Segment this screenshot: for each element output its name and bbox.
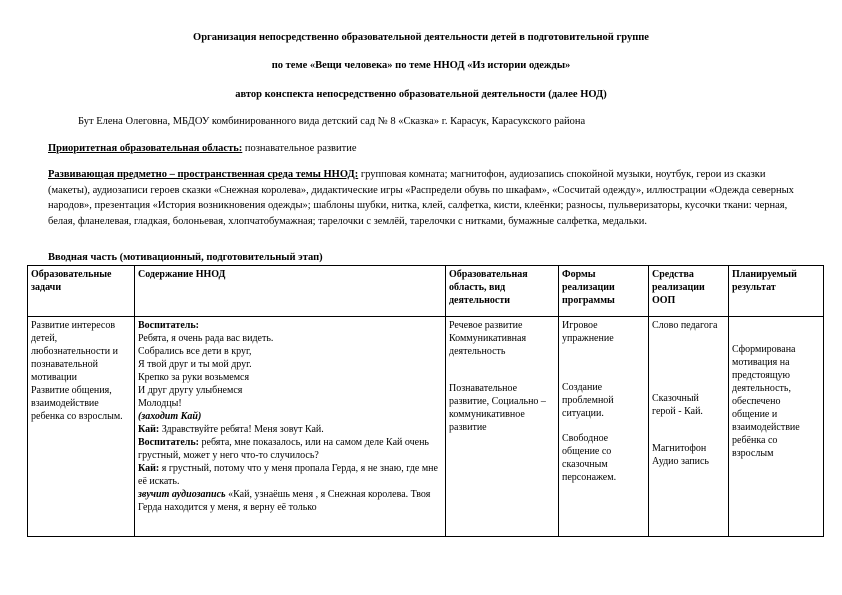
spacer bbox=[652, 430, 725, 442]
area-text: Речевое развитие Коммуникативная деятельность bbox=[449, 320, 527, 357]
dialogue-line bbox=[138, 462, 442, 488]
cell-means bbox=[649, 317, 729, 537]
content-line: Ребята, я очень рада вас видеть. bbox=[138, 333, 274, 344]
header-tasks: Образовательные задачи bbox=[28, 266, 135, 317]
dialogue-text: я грустный, потому что у меня пропала Герда, я не знаю, где мне её искать. bbox=[138, 463, 438, 487]
task-text: Развитие общения, взаимодействие ребенка со взрослым. bbox=[31, 385, 123, 422]
area-text: Познавательное развитие, Социально – коммуникативное развитие bbox=[449, 383, 546, 433]
spacer bbox=[562, 345, 645, 357]
means-text: Магнитофон Аудио запись bbox=[652, 443, 709, 467]
spacer bbox=[732, 319, 820, 331]
dialogue-text: Здравствуйте ребята! Меня зовут Кай. bbox=[159, 424, 324, 435]
spacer bbox=[652, 356, 725, 368]
means-text: Сказочный герой - Кай. bbox=[652, 393, 703, 417]
priority-label: Приоритетная образовательная область: bbox=[48, 143, 243, 154]
form-text: Игровое упражнение bbox=[562, 320, 614, 344]
speaker-label: Кай: bbox=[138, 424, 160, 435]
environment-paragraph bbox=[48, 167, 808, 229]
form-text: Создание проблемной ситуации. bbox=[562, 382, 614, 419]
content-line: Молодцы! bbox=[138, 398, 182, 409]
environment-label: Развивающая предметно – пространственная среда темы ННОД: bbox=[48, 169, 359, 180]
content-line: Крепко за руки возьмемся bbox=[138, 372, 250, 383]
header-area: Образовательная область, вид деятельности bbox=[446, 266, 559, 317]
priority-value: познавательное развитие bbox=[242, 143, 357, 154]
dialogue-line bbox=[138, 488, 442, 514]
stage-direction: (заходит Кай) bbox=[138, 411, 202, 422]
title-line-2: по теме «Вещи человека» по теме ННОД «Из истории одежды» bbox=[271, 60, 571, 71]
form-text: Свободное общение со сказочным персонажем. bbox=[562, 433, 617, 483]
table-row bbox=[28, 317, 824, 537]
dialogue-line bbox=[138, 423, 442, 436]
cell-tasks bbox=[28, 317, 135, 537]
task-text: Развитие интересов детей, любознательности и познавательной мотивации bbox=[31, 320, 119, 383]
cell-result bbox=[729, 317, 824, 537]
result-text: Сформирована мотивация на предстоящую деятельность, обеспечено общение и взаимодействие ребёнка со взрослым bbox=[732, 344, 800, 459]
spacer bbox=[652, 332, 725, 344]
means-text: Слово педагога bbox=[652, 320, 718, 331]
speaker-label: Воспитатель: bbox=[138, 437, 199, 448]
header-result: Планируемый результат bbox=[729, 266, 824, 317]
author-name: Бут Елена Олеговна, МБДОУ комбинированного вида детский сад № 8 «Сказка» г. Карасук, Карасукского района bbox=[78, 116, 586, 127]
environment-text: групповая комната; магнитофон, аудиозапись спокойной музыки, ноутбук, герои из сказки (макеты), аудиозаписи героев сказки «Снежная королева», дидактические игры «Распредели обувь по шкафам», «Сосчитай одежду», иллюстрации «Одежда северных народов», презентация «История возникновения одежды»; шаблоны шубки, нитка, клей, салфетка, кисти, клеёнки; разносы, пульверизаторы, кусочки ткани: черная, белая, фланелевая, гладкая, болоньевая, хлопчатобумажная; тарелочки с землёй, тарелочки с нитками, бумажные салфетка, медальки. bbox=[48, 169, 794, 227]
content-line: Собрались все дети в круг, bbox=[138, 346, 252, 357]
spacer bbox=[562, 357, 645, 369]
author-line: автор конспекта непосредственно образовательной деятельности (далее НОД) bbox=[235, 89, 607, 100]
spacer bbox=[652, 380, 725, 392]
header-content: Содержание ННОД bbox=[135, 266, 446, 317]
cell-area bbox=[446, 317, 559, 537]
spacer bbox=[562, 369, 645, 381]
dialogue-line bbox=[138, 436, 442, 462]
title-line-1: Организация непосредственно образовательной деятельности детей в подготовительной группе bbox=[193, 32, 649, 43]
dialogue-text: «Кай, узнаёшь меня , я Снежная королева. Твоя Герда находится у меня, я верну её только bbox=[138, 489, 431, 513]
spacer bbox=[652, 418, 725, 430]
header-forms: Формы реализации программы bbox=[559, 266, 649, 317]
header-means: Средства реализации ООП bbox=[649, 266, 729, 317]
spacer bbox=[732, 331, 820, 343]
content-line: И друг другу улыбнемся bbox=[138, 385, 243, 396]
audio-label: звучит аудиозапись bbox=[138, 489, 226, 500]
table-header-row bbox=[28, 266, 824, 317]
priority-area bbox=[48, 142, 356, 155]
speaker-label: Кай: bbox=[138, 463, 160, 474]
dialogue-text: ребята, мне показалось, или на самом деле Кай очень грустный, может у него что-то случилось? bbox=[138, 437, 429, 461]
spacer bbox=[449, 370, 555, 382]
spacer bbox=[652, 344, 725, 356]
speaker-label: Воспитатель: bbox=[138, 320, 199, 331]
lesson-table bbox=[27, 265, 824, 537]
spacer bbox=[562, 420, 645, 432]
cell-content bbox=[135, 317, 446, 537]
content-line: Я твой друг и ты мой друг. bbox=[138, 359, 252, 370]
section-title: Вводная часть (мотивационный, подготовительный этап) bbox=[48, 252, 323, 263]
cell-forms bbox=[559, 317, 649, 537]
spacer bbox=[652, 368, 725, 380]
spacer bbox=[449, 358, 555, 370]
